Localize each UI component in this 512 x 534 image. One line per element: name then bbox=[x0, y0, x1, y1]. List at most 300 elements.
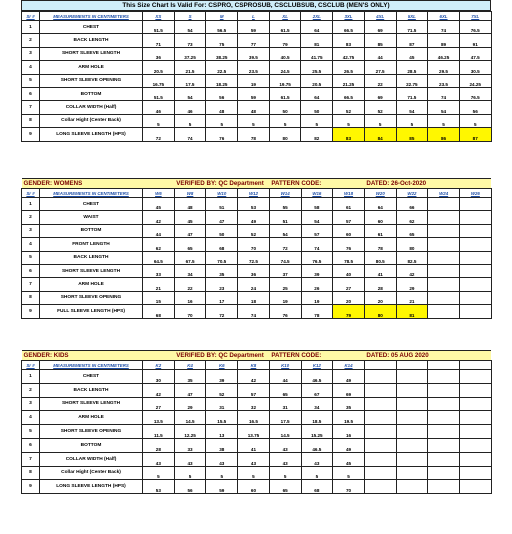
measurement-value: 15.5 bbox=[206, 411, 238, 425]
measurement-value: 76 bbox=[206, 128, 238, 141]
measurement-value: 22.5 bbox=[206, 61, 238, 74]
measurement-value: 74 bbox=[428, 21, 460, 34]
measurement-value: 76 bbox=[269, 305, 301, 318]
measurement-value: 47 bbox=[206, 211, 238, 224]
row-number: 7 bbox=[22, 452, 40, 466]
table-row bbox=[22, 466, 492, 480]
measurement-value: 73 bbox=[174, 34, 206, 47]
measurement-value: 42 bbox=[143, 383, 175, 397]
measurement-value: 20 bbox=[364, 291, 396, 304]
size-header: W16 bbox=[301, 189, 333, 198]
row-number: 8 bbox=[22, 291, 40, 304]
measurement-value: 50 bbox=[301, 101, 333, 114]
row-number: 2 bbox=[22, 383, 40, 397]
measurement-value: 60 bbox=[333, 224, 365, 237]
measurement-value bbox=[396, 383, 428, 397]
measurement-value: 61 bbox=[333, 198, 365, 211]
measurement-value: 16.5 bbox=[238, 411, 270, 425]
measurement-value: 16.75 bbox=[143, 74, 175, 87]
measurement-value: 62 bbox=[143, 238, 175, 251]
measurement-value: 45 bbox=[396, 47, 428, 60]
measurement-value: 41 bbox=[238, 438, 270, 452]
measurement-value: 53 bbox=[238, 198, 270, 211]
measurement-value: 43 bbox=[143, 452, 175, 466]
measurement-value: 82.5 bbox=[396, 251, 428, 264]
size-header: W6 bbox=[143, 189, 175, 198]
measurement-value: 60 bbox=[238, 480, 270, 494]
measurement-value bbox=[396, 466, 428, 480]
measurement-value: 5 bbox=[269, 466, 301, 480]
measurement-value: 76.5 bbox=[301, 251, 333, 264]
measurement-value: 59 bbox=[238, 87, 270, 100]
measurement-value: 57 bbox=[333, 211, 365, 224]
measurement-value: 41 bbox=[364, 264, 396, 277]
measurement-value: 37 bbox=[269, 264, 301, 277]
table-row bbox=[22, 101, 492, 114]
measurement-value: 68 bbox=[301, 480, 333, 494]
measurement-value: 71.5 bbox=[396, 21, 428, 34]
measurement-value: 5 bbox=[396, 114, 428, 127]
size-header: K10 bbox=[269, 361, 301, 370]
measurement-value bbox=[364, 438, 396, 452]
measurement-value: 61.5 bbox=[269, 21, 301, 34]
measurement-value bbox=[428, 291, 460, 304]
measurement-value: 78.5 bbox=[333, 251, 365, 264]
measurement-value: 5 bbox=[143, 114, 175, 127]
measurement-value bbox=[396, 480, 428, 494]
measurement-label: SHORT SLEEVE OPENING bbox=[40, 291, 143, 304]
measurement-value: 43 bbox=[269, 438, 301, 452]
measurement-value: 27.5 bbox=[364, 61, 396, 74]
verified-by: VERIFIED BY: QC Department bbox=[174, 179, 269, 189]
table-row bbox=[22, 397, 492, 411]
row-number: 4 bbox=[22, 61, 40, 74]
measurement-value: 56 bbox=[174, 480, 206, 494]
measurement-label: SHORT SLEEVE LENGTH bbox=[40, 47, 143, 60]
table-row bbox=[22, 370, 492, 384]
measurement-value: 51.5 bbox=[143, 21, 175, 34]
measurement-value bbox=[459, 305, 491, 318]
measurement-value: 42 bbox=[143, 211, 175, 224]
measurement-value: 85 bbox=[364, 34, 396, 47]
measurement-value: 32 bbox=[238, 397, 270, 411]
measurements-header: MEASUREMENTS IN CENTIMETERS bbox=[40, 12, 143, 21]
size-header: K2 bbox=[143, 361, 175, 370]
measurement-value: 22 bbox=[174, 278, 206, 291]
row-number: 4 bbox=[22, 238, 40, 251]
table-row bbox=[22, 128, 492, 141]
measurement-value: 70.5 bbox=[206, 251, 238, 264]
measurement-value: 54 bbox=[396, 101, 428, 114]
table-row bbox=[22, 211, 492, 224]
measurement-value: 5 bbox=[459, 114, 491, 127]
row-number: 2 bbox=[22, 34, 40, 47]
measurement-value: 36 bbox=[238, 264, 270, 277]
measurement-value: 21 bbox=[143, 278, 175, 291]
measurement-value: 70 bbox=[238, 238, 270, 251]
measurement-value: 39.5 bbox=[238, 47, 270, 60]
measurement-value: 77 bbox=[238, 34, 270, 47]
measurement-value: 54 bbox=[428, 101, 460, 114]
row-number: 6 bbox=[22, 264, 40, 277]
measurement-label: BOTTOM bbox=[40, 87, 143, 100]
measurement-value: 40.5 bbox=[269, 47, 301, 60]
mens-table bbox=[21, 11, 492, 142]
measurement-value: 5 bbox=[301, 114, 333, 127]
chart-title: This Size Chart Is Valid For: CSPRO, CSPROSUB, CSCLUBSUB, CSCLUB (MEN'S ONLY) bbox=[21, 0, 491, 11]
measurement-value bbox=[364, 480, 396, 494]
measurement-value: 74 bbox=[238, 305, 270, 318]
table-row bbox=[22, 61, 492, 74]
measurement-value bbox=[459, 452, 491, 466]
measurement-value: 78 bbox=[301, 305, 333, 318]
measurement-value: 64.5 bbox=[143, 251, 175, 264]
measurement-value: 29 bbox=[396, 278, 428, 291]
measurement-value: 65 bbox=[269, 383, 301, 397]
measurement-value: 5 bbox=[174, 466, 206, 480]
measurement-value: 5 bbox=[206, 466, 238, 480]
measurement-value: 75 bbox=[206, 34, 238, 47]
size-header bbox=[396, 361, 428, 370]
row-number: 3 bbox=[22, 224, 40, 237]
measurement-value: 91 bbox=[459, 34, 491, 47]
measurement-value bbox=[459, 370, 491, 384]
measurement-value bbox=[459, 224, 491, 237]
measurement-label: LONG SLEEVE LENGTH (HPS) bbox=[40, 480, 143, 494]
measurement-value: 66.5 bbox=[333, 21, 365, 34]
measurement-value: 60 bbox=[364, 211, 396, 224]
row-number: 3 bbox=[22, 397, 40, 411]
measurement-value bbox=[459, 291, 491, 304]
measurement-value: 50 bbox=[269, 101, 301, 114]
measurement-value: 48 bbox=[174, 198, 206, 211]
row-number: 9 bbox=[22, 128, 40, 141]
measurement-value: 30.5 bbox=[459, 61, 491, 74]
table-row bbox=[22, 438, 492, 452]
measurement-value: 67.5 bbox=[174, 251, 206, 264]
measurement-value: 51 bbox=[269, 211, 301, 224]
measurement-value: 59 bbox=[238, 21, 270, 34]
measurement-value bbox=[428, 411, 460, 425]
measurement-value bbox=[364, 452, 396, 466]
measurement-value: 74.5 bbox=[269, 251, 301, 264]
measurement-value: 5 bbox=[143, 466, 175, 480]
measurement-value: 54 bbox=[174, 21, 206, 34]
measurement-value: 5 bbox=[301, 466, 333, 480]
measurement-value: 26.5 bbox=[333, 61, 365, 74]
measurement-value: 19 bbox=[238, 74, 270, 87]
measurement-value: 20.5 bbox=[143, 61, 175, 74]
measurement-value: 68 bbox=[143, 305, 175, 318]
measurement-value: 20 bbox=[333, 291, 365, 304]
measurement-value: 69 bbox=[364, 87, 396, 100]
womens-table bbox=[21, 178, 492, 319]
measurement-value: 76 bbox=[333, 238, 365, 251]
table-row bbox=[22, 425, 492, 439]
row-number: 6 bbox=[22, 87, 40, 100]
measurement-value: 65 bbox=[269, 480, 301, 494]
measurement-label: SHORT SLEEVE OPENING bbox=[40, 425, 143, 439]
measurement-value: 43 bbox=[301, 452, 333, 466]
measurement-value bbox=[428, 438, 460, 452]
measurement-value: 15.25 bbox=[301, 425, 333, 439]
measurement-value: 5 bbox=[174, 114, 206, 127]
measurement-value: 64 bbox=[301, 21, 333, 34]
measurement-value: 42.75 bbox=[333, 47, 365, 60]
measurement-value: 50 bbox=[206, 224, 238, 237]
measurement-value: 27 bbox=[333, 278, 365, 291]
measurement-value: 81 bbox=[301, 34, 333, 47]
measurement-value: 25 bbox=[269, 278, 301, 291]
gender-label: GENDER: WOMENS bbox=[22, 179, 175, 189]
measurement-value: 72.5 bbox=[238, 251, 270, 264]
measurement-value: 30 bbox=[143, 370, 175, 384]
measurement-value bbox=[459, 251, 491, 264]
measurement-value: 54 bbox=[269, 224, 301, 237]
table-row bbox=[22, 305, 492, 318]
measurement-value: 58 bbox=[301, 198, 333, 211]
size-header: W12 bbox=[238, 189, 270, 198]
size-header: 5XL bbox=[396, 12, 428, 21]
measurement-value bbox=[396, 370, 428, 384]
measurement-value: 86 bbox=[428, 128, 460, 141]
measurement-value bbox=[364, 397, 396, 411]
size-header: W26 bbox=[459, 189, 491, 198]
measurement-value: 59 bbox=[206, 480, 238, 494]
measurement-value: 29.5 bbox=[428, 61, 460, 74]
measurement-value: 36 bbox=[143, 47, 175, 60]
measurement-label: COLLAR WIDTH (Half) bbox=[40, 452, 143, 466]
measurement-value: 71.5 bbox=[396, 87, 428, 100]
measurement-value: 19.5 bbox=[333, 411, 365, 425]
measurement-value bbox=[428, 198, 460, 211]
measurement-value: 64 bbox=[364, 198, 396, 211]
measurement-value bbox=[459, 425, 491, 439]
measurement-value: 22.75 bbox=[396, 74, 428, 87]
measurement-value: 35 bbox=[206, 264, 238, 277]
measurement-label: SHORT SLEEVE LENGTH bbox=[40, 397, 143, 411]
kids-table bbox=[21, 350, 492, 494]
table-row bbox=[22, 74, 492, 87]
measurement-value: 48 bbox=[238, 101, 270, 114]
measurement-value: 13 bbox=[206, 425, 238, 439]
measurement-value: 5 bbox=[238, 466, 270, 480]
row-number: 9 bbox=[22, 305, 40, 318]
row-number: 4 bbox=[22, 411, 40, 425]
measurement-value: 52 bbox=[206, 383, 238, 397]
measurement-value: 79 bbox=[269, 34, 301, 47]
measurement-value: 24 bbox=[238, 278, 270, 291]
row-number: 5 bbox=[22, 74, 40, 87]
measurement-value: 26 bbox=[301, 278, 333, 291]
size-header: XS bbox=[143, 12, 175, 21]
measurement-value bbox=[428, 211, 460, 224]
measurement-value: 28.5 bbox=[396, 61, 428, 74]
sr-header: Sr # bbox=[22, 12, 40, 21]
measurement-value: 44 bbox=[143, 224, 175, 237]
measurement-value: 28 bbox=[364, 278, 396, 291]
measurement-value: 70 bbox=[333, 480, 365, 494]
size-header: M bbox=[206, 12, 238, 21]
row-number: 1 bbox=[22, 21, 40, 34]
measurement-value: 81 bbox=[396, 305, 428, 318]
measurement-label: CHEST bbox=[40, 370, 143, 384]
gender-label: GENDER: KIDS bbox=[22, 351, 175, 361]
measurement-label: ARM HOLE bbox=[40, 411, 143, 425]
measurement-value: 34 bbox=[301, 397, 333, 411]
measurement-label: LONG SLEEVE LENGTH (HPS) bbox=[40, 128, 143, 141]
measurement-value: 28 bbox=[143, 438, 175, 452]
measurement-value: 38.25 bbox=[206, 47, 238, 60]
measurement-value: 14.5 bbox=[174, 411, 206, 425]
measurement-value: 13.5 bbox=[143, 411, 175, 425]
measurement-value: 61.5 bbox=[269, 87, 301, 100]
section-header-row bbox=[22, 351, 492, 361]
measurement-value: 21.5 bbox=[174, 61, 206, 74]
measurement-value: 43 bbox=[206, 452, 238, 466]
size-header: W14 bbox=[269, 189, 301, 198]
size-header: L bbox=[238, 12, 270, 21]
measurement-value: 85 bbox=[396, 128, 428, 141]
measurement-value: 40 bbox=[333, 264, 365, 277]
measurement-value: 65 bbox=[174, 238, 206, 251]
size-header bbox=[364, 361, 396, 370]
measurement-value bbox=[364, 425, 396, 439]
measurement-value: 41.75 bbox=[301, 47, 333, 60]
table-row bbox=[22, 114, 492, 127]
measurement-value: 16 bbox=[174, 291, 206, 304]
measurement-value bbox=[428, 370, 460, 384]
measurement-value: 66.5 bbox=[333, 87, 365, 100]
measurement-value: 56 bbox=[459, 101, 491, 114]
size-header-row bbox=[22, 189, 492, 198]
measurement-value bbox=[459, 438, 491, 452]
measurement-value: 25.5 bbox=[301, 61, 333, 74]
measurement-value: 47 bbox=[174, 224, 206, 237]
size-header: 4XL bbox=[364, 12, 396, 21]
measurement-value bbox=[396, 452, 428, 466]
measurement-label: BACK LENGTH bbox=[40, 251, 143, 264]
measurement-value bbox=[428, 251, 460, 264]
measurement-value: 54 bbox=[174, 87, 206, 100]
measurement-value bbox=[396, 397, 428, 411]
measurements-header: MEASUREMENTS IN CENTIMETERS bbox=[40, 361, 143, 370]
measurement-value: 46 bbox=[143, 101, 175, 114]
measurement-value: 5 bbox=[333, 466, 365, 480]
measurement-value: 33 bbox=[174, 438, 206, 452]
table-row bbox=[22, 47, 492, 60]
measurement-value: 49 bbox=[333, 370, 365, 384]
measurement-value: 5 bbox=[238, 114, 270, 127]
measurement-value: 67 bbox=[301, 383, 333, 397]
measurement-label: Collar Hight (Center Back) bbox=[40, 114, 143, 127]
measurement-value: 49 bbox=[333, 438, 365, 452]
measurement-value: 5 bbox=[364, 114, 396, 127]
measurement-value: 43 bbox=[238, 452, 270, 466]
measurement-value: 34 bbox=[174, 264, 206, 277]
measurement-value bbox=[459, 238, 491, 251]
measurement-label: BOTTOM bbox=[40, 224, 143, 237]
measurement-value: 79 bbox=[333, 305, 365, 318]
measurement-value: 46.25 bbox=[428, 47, 460, 60]
measurement-value: 80 bbox=[364, 305, 396, 318]
measurement-value: 23.5 bbox=[428, 74, 460, 87]
measurement-value: 39 bbox=[301, 264, 333, 277]
measurement-label: Collar Hight (Center Back) bbox=[40, 466, 143, 480]
measurement-value: 49 bbox=[238, 211, 270, 224]
measurement-value bbox=[428, 480, 460, 494]
measurement-value bbox=[428, 397, 460, 411]
measurement-value: 87 bbox=[459, 128, 491, 141]
dated: DATED: 26-Oct-2020 bbox=[364, 179, 491, 189]
size-header bbox=[459, 361, 491, 370]
measurement-value: 82 bbox=[301, 128, 333, 141]
measurement-value: 37.25 bbox=[174, 47, 206, 60]
dated: DATED: 05 AUG 2020 bbox=[364, 351, 491, 361]
measurement-label: CHEST bbox=[40, 198, 143, 211]
measurement-value: 5 bbox=[333, 114, 365, 127]
measurement-value: 22 bbox=[364, 74, 396, 87]
measurements-header: MEASUREMENTS IN CENTIMETERS bbox=[40, 189, 143, 198]
table-row bbox=[22, 87, 492, 100]
measurement-value: 31 bbox=[269, 397, 301, 411]
measurement-label: FULL SLEEVE LENGTH (HPS) bbox=[40, 305, 143, 318]
size-header: W8 bbox=[174, 189, 206, 198]
size-header: XL bbox=[269, 12, 301, 21]
size-header: 6XL bbox=[428, 12, 460, 21]
measurement-label: CHEST bbox=[40, 21, 143, 34]
measurement-value: 43 bbox=[269, 452, 301, 466]
measurement-value bbox=[364, 466, 396, 480]
measurement-value: 74 bbox=[174, 128, 206, 141]
pattern-code: PATTERN CODE: bbox=[269, 179, 364, 189]
measurement-value: 54 bbox=[301, 211, 333, 224]
measurement-value: 23.5 bbox=[238, 61, 270, 74]
measurement-value: 83 bbox=[333, 128, 365, 141]
measurement-value: 66 bbox=[396, 198, 428, 211]
measurement-value: 43 bbox=[174, 452, 206, 466]
measurement-value: 29 bbox=[174, 397, 206, 411]
measurement-value bbox=[459, 480, 491, 494]
measurement-value: 69 bbox=[333, 383, 365, 397]
measurement-value bbox=[428, 264, 460, 277]
size-header: W24 bbox=[428, 189, 460, 198]
measurement-label: WAIST bbox=[40, 211, 143, 224]
measurement-value bbox=[364, 383, 396, 397]
measurement-label: COLLAR WIDTH (Half) bbox=[40, 101, 143, 114]
sr-header: Sr # bbox=[22, 361, 40, 370]
measurement-value bbox=[459, 383, 491, 397]
measurement-value: 61 bbox=[364, 224, 396, 237]
measurement-value: 51.5 bbox=[143, 87, 175, 100]
row-number: 8 bbox=[22, 466, 40, 480]
measurement-value bbox=[428, 383, 460, 397]
row-number: 7 bbox=[22, 101, 40, 114]
measurement-value: 51 bbox=[206, 198, 238, 211]
row-number: 9 bbox=[22, 480, 40, 494]
measurement-value: 21 bbox=[396, 291, 428, 304]
size-header: 3XL bbox=[333, 12, 365, 21]
measurement-value: 21.25 bbox=[333, 74, 365, 87]
size-header: W10 bbox=[206, 189, 238, 198]
measurement-value: 18.25 bbox=[206, 74, 238, 87]
size-header: K4 bbox=[174, 361, 206, 370]
measurement-label: FRONT LENGTH bbox=[40, 238, 143, 251]
measurement-value: 89 bbox=[428, 34, 460, 47]
row-number: 6 bbox=[22, 438, 40, 452]
measurement-label: ARM HOLE bbox=[40, 278, 143, 291]
measurement-value: 68 bbox=[206, 238, 238, 251]
